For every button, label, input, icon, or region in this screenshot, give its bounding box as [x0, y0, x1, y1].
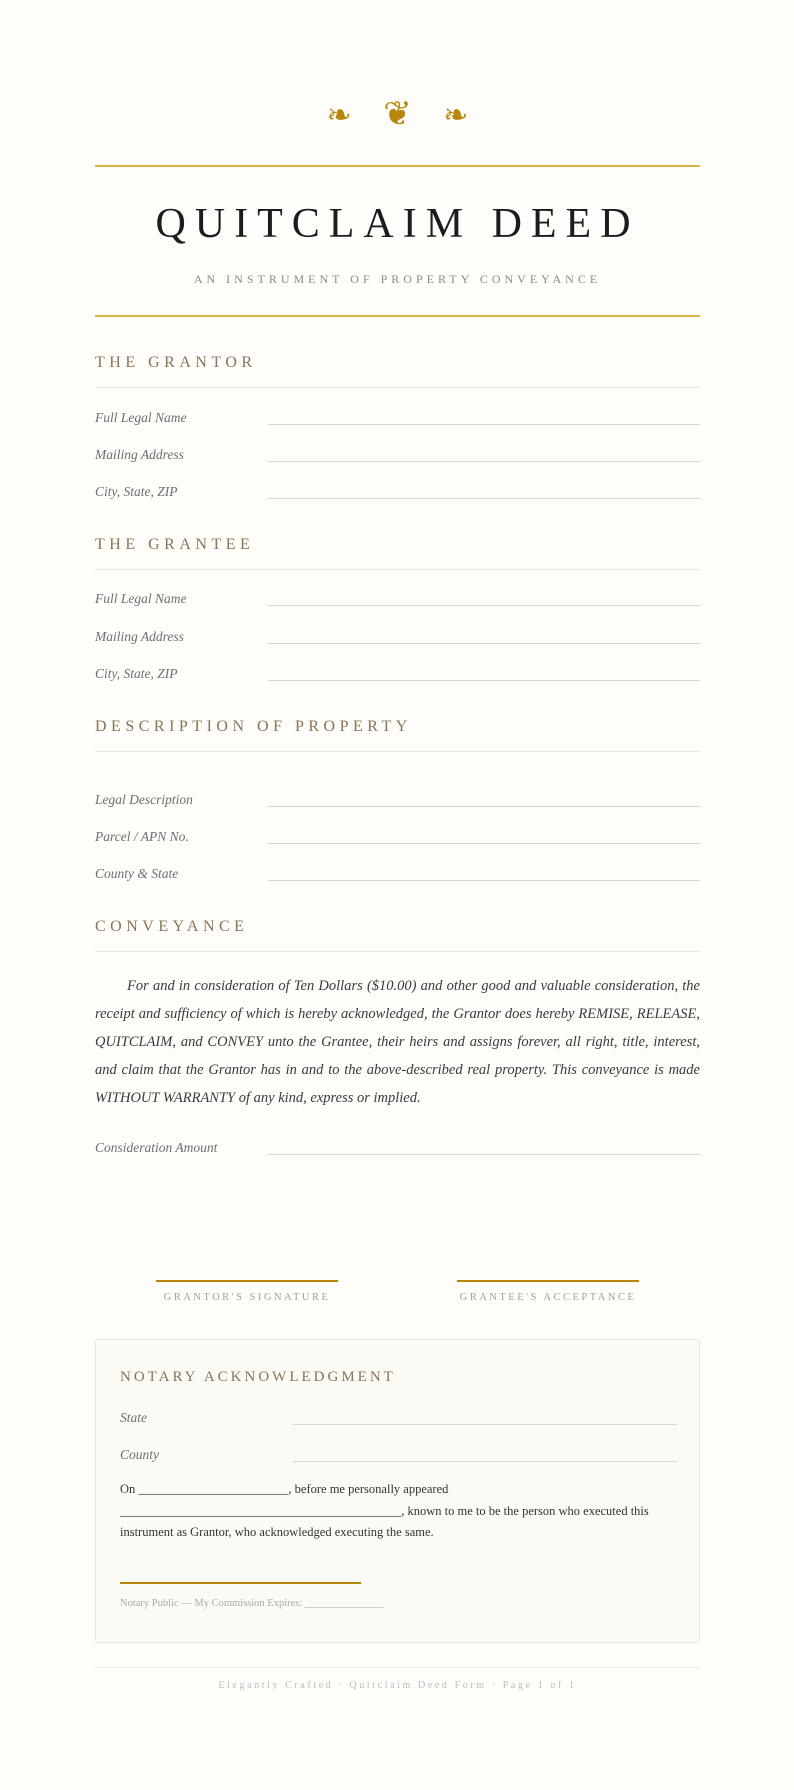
field-label: County: [120, 1447, 159, 1462]
property-section-title: DESCRIPTION OF PROPERTY: [95, 718, 412, 735]
grantee-acceptance-label: GRANTEE'S ACCEPTANCE: [459, 1292, 637, 1303]
grantee-city-state-zip-field[interactable]: [95, 666, 700, 690]
grantor-section-title: THE GRANTOR: [95, 354, 257, 371]
field-label: County & State: [95, 866, 179, 881]
divider: [95, 751, 700, 752]
fleuron-right-icon: ❧: [443, 99, 469, 132]
consideration-amount-input[interactable]: [268, 1154, 700, 1155]
notary-statement: [120, 1479, 677, 1544]
grantor-full-name-field[interactable]: [95, 410, 700, 434]
grantee-full-name-field[interactable]: [95, 591, 700, 615]
grantor-full-name-input[interactable]: [268, 424, 700, 425]
parcel-apn-field[interactable]: [95, 829, 700, 853]
header-top-rule: [95, 165, 700, 167]
notary-county-field[interactable]: [120, 1447, 677, 1471]
grantee-section-title: THE GRANTEE: [95, 536, 255, 553]
consideration-amount-field[interactable]: [95, 1140, 700, 1164]
document-title: QUITCLAIM DEED: [155, 201, 640, 247]
grantee-full-name-input[interactable]: [268, 605, 700, 606]
conveyance-paragraph: For and in consideration of Ten Dollars ($10.00) and other good and valuable consideration, the receipt and sufficiency of which is hereby acknowledged, the Grantor does hereby REMISE, RELEASE, QUITCLAIM, and CONVEY unto the Grantee, their heirs and assigns forever, all right, title, interest, and claim that the Grantor has in and to the above-described real property. This conveyance is made WITHOUT WARRANTY of any kind, express or implied.: [95, 978, 700, 1106]
divider: [95, 569, 700, 570]
field-label: State: [120, 1410, 147, 1425]
notary-state-field[interactable]: [120, 1410, 677, 1434]
grantor-signature-line[interactable]: [156, 1280, 338, 1282]
parcel-apn-input[interactable]: [268, 843, 700, 844]
document-subtitle: AN INSTRUMENT OF PROPERTY CONVEYANCE: [193, 272, 602, 286]
field-label: Consideration Amount: [95, 1140, 218, 1155]
field-label: Full Legal Name: [95, 591, 187, 606]
grantor-mailing-address-input[interactable]: [268, 461, 700, 462]
county-state-input[interactable]: [268, 880, 700, 881]
grantor-mailing-address-field[interactable]: [95, 447, 700, 471]
notary-statement-line-1: On ________________________, before me personally appeared: [120, 1482, 449, 1496]
field-label: Legal Description: [95, 792, 193, 807]
notary-commission-caption: Notary Public — My Commission Expires: _______________: [120, 1598, 384, 1609]
header-bottom-rule: [95, 315, 700, 317]
field-label: Full Legal Name: [95, 410, 187, 425]
grantee-mailing-address-input[interactable]: [268, 643, 700, 644]
field-label: City, State, ZIP: [95, 484, 178, 499]
legal-description-field[interactable]: [95, 792, 700, 816]
grantee-signature-line[interactable]: [457, 1280, 639, 1282]
notary-statement-line-2: _____________________________________________, known to me to be the person who executed this instrument as Grantor, who acknowledged executing the same.: [120, 1503, 649, 1539]
county-state-field[interactable]: [95, 866, 700, 890]
grantee-signature-block[interactable]: [457, 1280, 639, 1303]
fleuron-left-icon: ❧: [326, 99, 352, 132]
grantee-mailing-address-field[interactable]: [95, 629, 700, 653]
field-label: Mailing Address: [95, 629, 184, 644]
field-label: Mailing Address: [95, 447, 184, 462]
footer-text: Elegantly Crafted · Quitclaim Deed Form · Page 1 of 1: [218, 1680, 577, 1691]
field-label: City, State, ZIP: [95, 666, 178, 681]
grantor-city-state-zip-input[interactable]: [268, 498, 700, 499]
divider: [95, 387, 700, 388]
grantee-city-state-zip-input[interactable]: [268, 680, 700, 681]
divider: [95, 951, 700, 952]
field-label: Parcel / APN No.: [95, 829, 189, 844]
fleuron-center-icon: ❦: [383, 96, 412, 133]
ornament: [95, 98, 700, 132]
notary-county-input[interactable]: [293, 1461, 677, 1462]
grantor-signature-block[interactable]: [156, 1280, 338, 1303]
conveyance-section-title: CONVEYANCE: [95, 918, 249, 935]
grantor-signature-label: GRANTOR'S SIGNATURE: [163, 1292, 331, 1303]
legal-description-input[interactable]: [268, 806, 700, 807]
footer-divider: [95, 1667, 700, 1668]
notary-acknowledgment-box: [95, 1339, 700, 1643]
notary-section-title: NOTARY ACKNOWLEDGMENT: [120, 1369, 396, 1385]
grantor-city-state-zip-field[interactable]: [95, 484, 700, 508]
notary-signature-line[interactable]: [120, 1582, 361, 1584]
notary-state-input[interactable]: [293, 1424, 677, 1425]
